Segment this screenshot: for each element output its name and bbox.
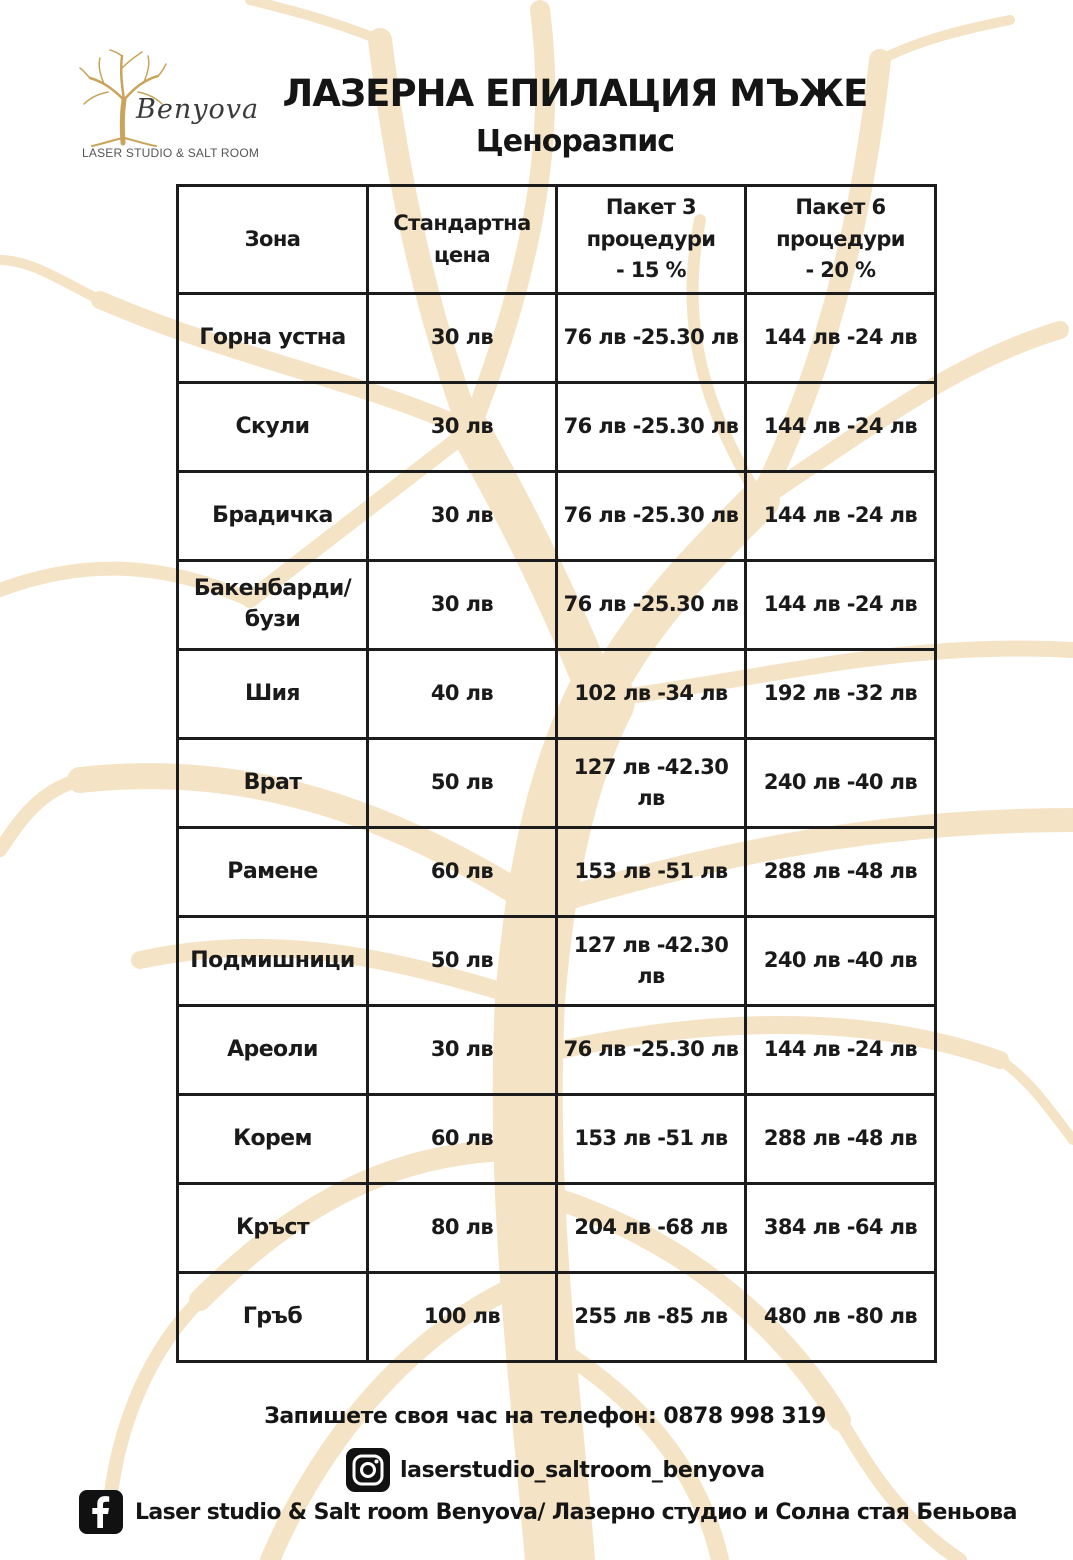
cell-package-6-price: 144 лв -24 лв — [746, 561, 936, 650]
instagram-row[interactable] — [346, 1448, 765, 1492]
cell-package-6-price: 288 лв -48 лв — [746, 828, 936, 917]
table-row — [178, 1095, 936, 1184]
logo-subtitle: LASER STUDIO & SALT ROOM — [82, 146, 260, 160]
table-row — [178, 917, 936, 1006]
cell-zone: Кръст — [178, 1184, 368, 1273]
cell-package-3-price: 76 лв -25.30 лв — [557, 294, 746, 383]
cell-package-6-price: 144 лв -24 лв — [746, 1006, 936, 1095]
cell-standard-price: 50 лв — [368, 739, 557, 828]
facebook-row[interactable] — [79, 1489, 1017, 1535]
table-row — [178, 650, 936, 739]
table-header-row — [178, 186, 936, 294]
table-row — [178, 1184, 936, 1273]
cell-standard-price: 30 лв — [368, 1006, 557, 1095]
cell-standard-price: 40 лв — [368, 650, 557, 739]
cell-package-3-price: 204 лв -68 лв — [557, 1184, 746, 1273]
table-row — [178, 472, 936, 561]
table-row — [178, 1273, 936, 1362]
cell-standard-price: 60 лв — [368, 828, 557, 917]
cell-standard-price: 30 лв — [368, 294, 557, 383]
cell-package-3-price: 76 лв -25.30 лв — [557, 561, 746, 650]
table-row — [178, 1006, 936, 1095]
facebook-icon — [79, 1490, 123, 1534]
cell-standard-price: 80 лв — [368, 1184, 557, 1273]
cell-package-6-price: 144 лв -24 лв — [746, 294, 936, 383]
cell-package-6-price: 144 лв -24 лв — [746, 472, 936, 561]
cell-package-3-price: 76 лв -25.30 лв — [557, 1006, 746, 1095]
cell-standard-price: 50 лв — [368, 917, 557, 1006]
cell-standard-price: 60 лв — [368, 1095, 557, 1184]
table-row — [178, 561, 936, 650]
booking-phone-line: Запишете своя час на телефон: 0878 998 319 — [264, 1404, 826, 1429]
cell-standard-price: 30 лв — [368, 561, 557, 650]
cell-zone: Рамене — [178, 828, 368, 917]
cell-zone: Подмишници — [178, 917, 368, 1006]
table-row — [178, 828, 936, 917]
cell-zone: Бакенбарди/ бузи — [178, 561, 368, 650]
table-body — [178, 294, 936, 1362]
cell-zone: Врат — [178, 739, 368, 828]
cell-zone: Шия — [178, 650, 368, 739]
cell-package-3-price: 76 лв -25.30 лв — [557, 383, 746, 472]
cell-package-6-price: 144 лв -24 лв — [746, 383, 936, 472]
cell-zone: Брадичка — [178, 472, 368, 561]
page-title: ЛАЗЕРНА ЕПИЛАЦИЯ МЪЖЕ — [282, 72, 868, 115]
column-header-package-3: Пакет 3 процедури - 15 % — [557, 186, 746, 294]
cell-package-6-price: 480 лв -80 лв — [746, 1273, 936, 1362]
cell-standard-price: 100 лв — [368, 1273, 557, 1362]
cell-package-6-price: 288 лв -48 лв — [746, 1095, 936, 1184]
cell-package-6-price: 192 лв -32 лв — [746, 650, 936, 739]
cell-package-3-price: 127 лв -42.30 лв — [557, 739, 746, 828]
cell-zone: Горна устна — [178, 294, 368, 383]
cell-package-3-price: 255 лв -85 лв — [557, 1273, 746, 1362]
column-header-package-6: Пакет 6 процедури - 20 % — [746, 186, 936, 294]
instagram-handle[interactable]: laserstudio_saltroom_benyova — [400, 1457, 765, 1483]
table-row — [178, 383, 936, 472]
cell-package-3-price: 127 лв -42.30 лв — [557, 917, 746, 1006]
column-header-zone: Зона — [178, 186, 368, 294]
cell-zone: Корем — [178, 1095, 368, 1184]
cell-zone: Скули — [178, 383, 368, 472]
logo-script-name: Benyova — [136, 94, 260, 125]
cell-package-6-price: 240 лв -40 лв — [746, 739, 936, 828]
cell-package-3-price: 153 лв -51 лв — [557, 1095, 746, 1184]
page-subtitle: Ценоразпис — [475, 124, 675, 159]
facebook-page-name[interactable]: Laser studio & Salt room Benyova/ Лазерно студио и Солна стая Беньова — [135, 1499, 1017, 1525]
cell-standard-price: 30 лв — [368, 383, 557, 472]
table-row — [178, 294, 936, 383]
cell-package-3-price: 153 лв -51 лв — [557, 828, 746, 917]
cell-zone: Гръб — [178, 1273, 368, 1362]
price-table — [176, 184, 937, 1363]
table-row — [178, 739, 936, 828]
cell-package-3-price: 102 лв -34 лв — [557, 650, 746, 739]
cell-standard-price: 30 лв — [368, 472, 557, 561]
cell-zone: Ареоли — [178, 1006, 368, 1095]
column-header-standard-price: Стандартна цена — [368, 186, 557, 294]
cell-package-3-price: 76 лв -25.30 лв — [557, 472, 746, 561]
cell-package-6-price: 240 лв -40 лв — [746, 917, 936, 1006]
cell-package-6-price: 384 лв -64 лв — [746, 1184, 936, 1273]
instagram-icon — [346, 1448, 390, 1492]
